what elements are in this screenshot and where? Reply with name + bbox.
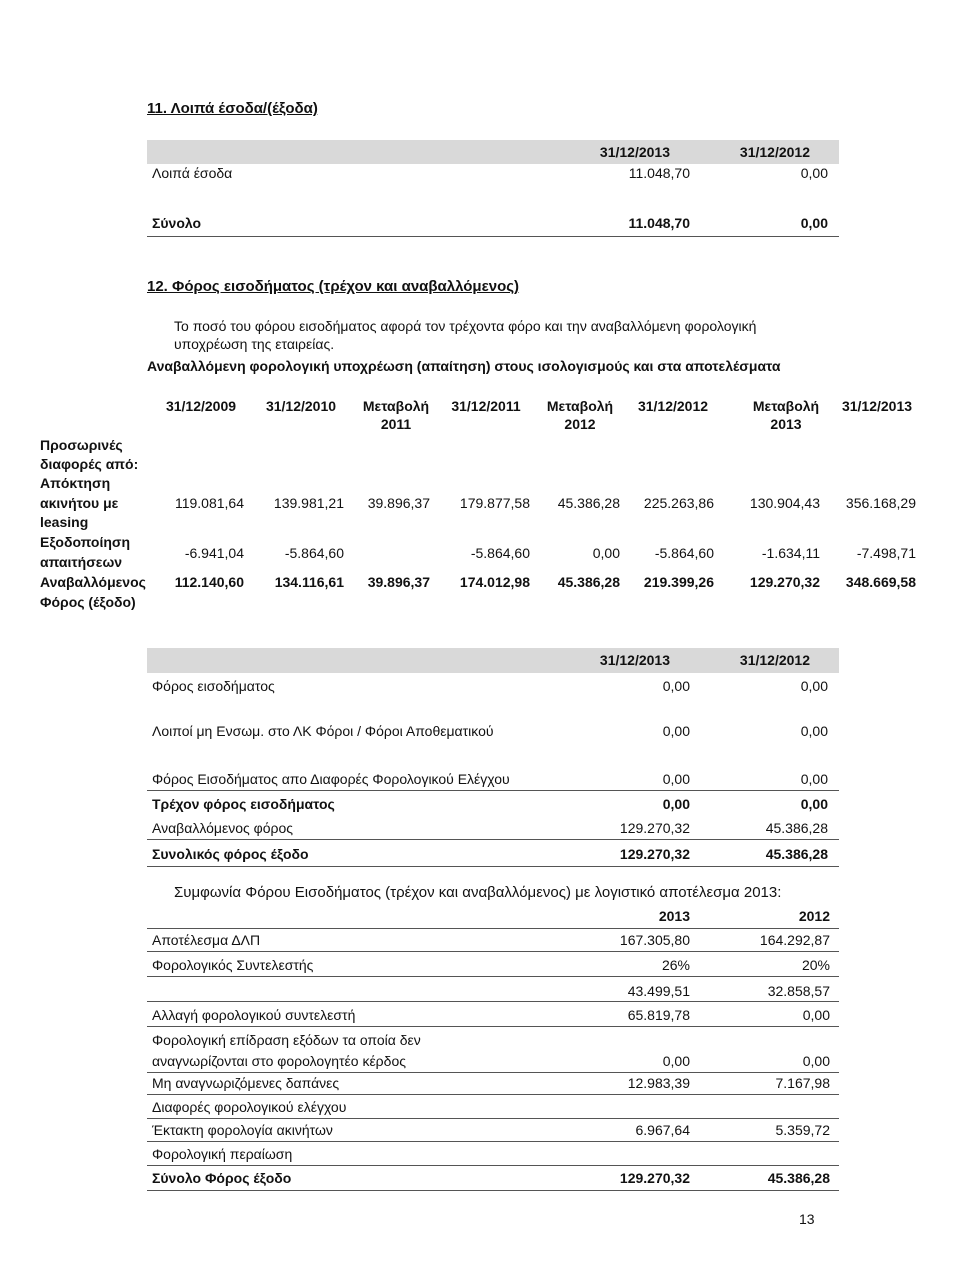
table-cell: 45.386,28: [557, 574, 620, 590]
table-cell: -5.864,60: [654, 545, 714, 561]
row-label: Φορολογική περαίωση: [152, 1146, 293, 1162]
row-rule: [147, 790, 839, 791]
table-cell: 119.081,64: [174, 495, 244, 511]
table-cell: 356.168,29: [845, 495, 916, 511]
table-cell: 225.263,86: [643, 495, 714, 511]
row-label: leasing: [40, 514, 89, 530]
table-cell: 134.116,61: [274, 574, 344, 590]
row-rule: [147, 1141, 839, 1142]
row-value: 12.983,39: [627, 1075, 690, 1091]
row-value: 45.386,28: [765, 820, 828, 836]
row-rule: [147, 1165, 839, 1166]
column-header: 31/12/2009: [165, 398, 237, 414]
table-cell: 45.386,28: [557, 495, 620, 511]
table-cell: -7.498,71: [856, 545, 916, 561]
row-value: 0,00: [802, 1053, 830, 1069]
row-rule: [147, 1001, 839, 1002]
column-header: 31/12/2013: [599, 144, 670, 160]
reconciliation-title: Συμφωνία Φόρου Εισοδήματος (τρέχον και αναβαλλόμενος) με λογιστικό αποτέλεσμα 2013:: [174, 884, 782, 901]
table-cell: 112.140,60: [174, 574, 244, 590]
column-header: Μεταβολή: [546, 398, 614, 414]
row-rule: [147, 839, 839, 840]
column-header: 2012: [798, 908, 830, 924]
row-rule: [147, 1026, 839, 1027]
row-rule: [147, 951, 839, 952]
subtotal-value: 0,00: [662, 796, 690, 812]
row-value: 0,00: [800, 723, 828, 739]
row-label: Αλλαγή φορολογικού συντελεστή: [152, 1007, 356, 1023]
column-header: 2012: [564, 416, 596, 432]
table-cell: 129.270,32: [749, 574, 820, 590]
column-header: 2011: [380, 416, 412, 432]
row-value: 32.858,57: [767, 983, 830, 999]
group-label: διαφορές από:: [40, 456, 139, 472]
row-label: Λοιπά έσοδα: [152, 165, 233, 181]
column-header: 31/12/2013: [599, 652, 670, 668]
row-rule: [147, 1190, 839, 1191]
row-label: Αναβαλλόμενος φόρος: [152, 820, 293, 836]
column-header: 31/12/2010: [265, 398, 337, 414]
row-value: 167.305,80: [619, 932, 690, 948]
column-header: Μεταβολή: [752, 398, 820, 414]
section-12-heading: 12. Φόρος εισοδήματος (τρέχον και αναβαλλόμενος): [147, 278, 520, 295]
section-11-heading: 11. Λοιπά έσοδα/(έξοδα): [147, 100, 318, 117]
total-label: Συνολικός φόρος έξοδο: [152, 846, 309, 862]
row-label: Φόρος Εισοδήματος απο Διαφορές Φορολογικού Ελέγχου: [152, 771, 510, 787]
row-value: 20%: [801, 957, 830, 973]
row-label: Διαφορές φορολογικού ελέγχου: [152, 1099, 347, 1115]
row-label: Απόκτηση: [40, 475, 111, 491]
row-value: 43.499,51: [627, 983, 690, 999]
row-value: 0,00: [800, 165, 828, 181]
total-value: 45.386,28: [767, 1170, 830, 1186]
row-label: Φόρος εισοδήματος: [152, 678, 275, 694]
column-header: 31/12/2013: [841, 398, 913, 414]
row-rule: [147, 976, 839, 977]
row-label: Φορολογική επίδραση εξόδων τα οποία δεν: [152, 1032, 421, 1048]
total-value: 129.270,32: [619, 846, 690, 862]
row-label: αναγνωρίζονται στο φορολογητέο κέρδος: [152, 1053, 406, 1069]
total-value: 45.386,28: [765, 846, 828, 862]
row-value: 5.359,72: [775, 1122, 830, 1138]
total-label: Σύνολο Φόρος έξοδο: [152, 1170, 292, 1186]
row-label: Φόρος (έξοδο): [40, 594, 136, 610]
page-number: 13: [799, 1211, 815, 1227]
row-value: 0,00: [662, 678, 690, 694]
table-cell: -5.864,60: [470, 545, 530, 561]
row-rule: [147, 1094, 839, 1095]
row-rule: [147, 1118, 839, 1119]
row-rule: [147, 1072, 839, 1073]
row-label: Αποτέλεσμα ΔΛΠ: [152, 932, 261, 948]
table-cell: -1.634,11: [761, 545, 820, 561]
row-label: Φορολογικός Συντελεστής: [152, 957, 314, 973]
row-label: απαιτήσεων: [40, 554, 123, 570]
subtotal-label: Τρέχον φόρος εισοδήματος: [152, 796, 335, 812]
row-label: Εξοδοποίηση: [40, 534, 131, 550]
subtotal-value: 0,00: [800, 796, 828, 812]
row-label: Έκτακτη φορολογία ακινήτων: [152, 1122, 333, 1138]
column-header: 31/12/2011: [451, 398, 521, 414]
column-header: 31/12/2012: [637, 398, 709, 414]
deferred-table-title: Αναβαλλόμενη φορολογική υποχρέωση (απαίτηση) στους ισολογισμούς και στα αποτελέσματα: [147, 358, 781, 374]
table-cell: 219.399,26: [643, 574, 714, 590]
row-value: 0,00: [800, 678, 828, 694]
row-value: 6.967,64: [635, 1122, 690, 1138]
row-rule: [147, 928, 839, 929]
table-cell: 0,00: [592, 545, 620, 561]
row-value: 164.292,87: [759, 932, 830, 948]
row-value: 129.270,32: [619, 820, 690, 836]
table-cell: 174.012,98: [459, 574, 530, 590]
row-value: 26%: [661, 957, 690, 973]
row-value: 0,00: [662, 723, 690, 739]
total-value: 129.270,32: [619, 1170, 690, 1186]
column-header: 2013: [658, 908, 690, 924]
row-label: ακινήτου με: [40, 495, 119, 511]
table-cell: 348.669,58: [845, 574, 916, 590]
column-header: 31/12/2012: [739, 652, 810, 668]
table-cell: 130.904,43: [749, 495, 820, 511]
total-underline: [147, 236, 839, 237]
row-value: 11.048,70: [628, 165, 690, 181]
table-cell: 39.896,37: [367, 495, 430, 511]
row-rule: [147, 866, 839, 867]
row-label: Μη αναγνωριζόμενες δαπάνες: [152, 1075, 340, 1091]
column-header: 31/12/2012: [739, 144, 810, 160]
row-label: Αναβαλλόμενος: [40, 574, 146, 590]
table-cell: 179.877,58: [459, 495, 530, 511]
group-label: Προσωρινές: [40, 437, 123, 453]
row-value: 0,00: [802, 1007, 830, 1023]
row-value: 0,00: [800, 771, 828, 787]
column-header: 2013: [770, 416, 802, 432]
total-value: 0,00: [800, 215, 828, 231]
total-label: Σύνολο: [152, 215, 202, 231]
row-value: 0,00: [662, 1053, 690, 1069]
table-cell: -6.941,04: [184, 545, 244, 561]
intro-text: Το ποσό του φόρου εισοδήματος αφορά τον τρέχοντα φόρο και την αναβαλλόμενη φορολογική: [174, 318, 757, 334]
row-value: 0,00: [662, 771, 690, 787]
row-label: Λοιποί μη Ενσωμ. στο ΛΚ Φόροι / Φόροι Αποθεματικού: [152, 723, 494, 739]
table-cell: -5.864,60: [284, 545, 344, 561]
column-header: Μεταβολή: [362, 398, 430, 414]
table-cell: 39.896,37: [367, 574, 430, 590]
total-value: 11.048,70: [628, 215, 690, 231]
intro-text: υποχρέωση της εταιρείας.: [174, 336, 335, 352]
table-cell: 139.981,21: [273, 495, 344, 511]
row-value: 65.819,78: [627, 1007, 690, 1023]
row-value: 7.167,98: [775, 1075, 830, 1091]
